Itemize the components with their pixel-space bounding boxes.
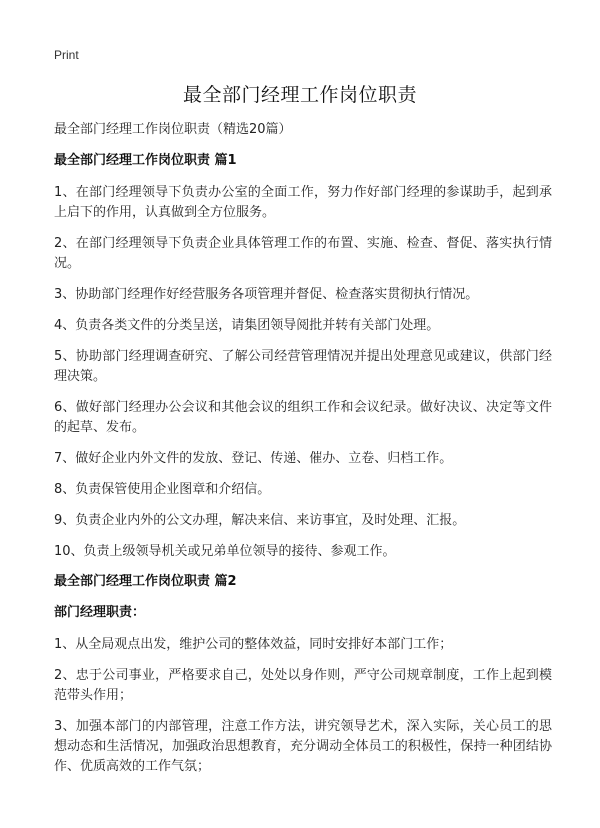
section-sub-heading: 部门经理职责：	[54, 605, 146, 620]
list-item: 8、负责保管使用企业图章和介绍信。	[54, 482, 271, 497]
list-item: 2、在部门经理领导下负责企业具体管理工作的布置、实施、检查、督促、落实执行情况。	[54, 236, 552, 271]
document-subtitle: 最全部门经理工作岗位职责（精选20篇）	[54, 122, 292, 137]
list-item: 3、协助部门经理作好经营服务各项管理并督促、检查落实贯彻执行情况。	[54, 287, 479, 302]
list-item: 5、协助部门经理调查研究、了解公司经营管理情况并提出处理意见或建议，供部门经理决策。	[54, 349, 552, 384]
list-item: 10、负责上级领导机关或兄弟单位领导的接待、参观工作。	[54, 544, 396, 559]
list-item: 3、加强本部门的内部管理，注意工作方法，讲究领导艺术，深入实际，关心员工的思想动态和生活情况，加强政治思想教育，充分调动全体员工的积极性，保持一种团结协作、优质高效的工作气氛；	[54, 719, 552, 774]
section-1-list	[54, 183, 552, 562]
document-body	[54, 121, 552, 788]
list-item: 7、做好企业内外文件的发放、登记、传递、催办、立卷、归档工作。	[54, 451, 453, 466]
page-title: 最全部门经理工作岗位职责	[182, 84, 417, 106]
list-item: 6、做好部门经理办公会议和其他会议的组织工作和会议纪录。做好决议、决定等文件的起草、发布。	[54, 400, 552, 435]
print-label: Print	[54, 48, 79, 62]
list-item: 2、忠于公司事业，严格要求自己，处处以身作则，严守公司规章制度，工作上起到模范带头作用；	[54, 668, 552, 703]
list-item: 9、负责企业内外的公文办理，解决来信、来访事宜，及时处理、汇报。	[54, 513, 466, 528]
list-item: 1、从全局观点出发，维护公司的整体效益，同时安排好本部门工作；	[54, 637, 453, 652]
list-item: 4、负责各类文件的分类呈送，请集团领导阅批并转有关部门处理。	[54, 318, 440, 333]
section-2-list	[54, 635, 552, 777]
list-item: 1、在部门经理领导下负责办公室的全面工作，努力作好部门经理的参谋助手，起到承上启下的作用，认真做到全方位服务。	[54, 185, 552, 220]
section-heading-1: 最全部门经理工作岗位职责 篇1	[54, 153, 237, 168]
section-heading-2: 最全部门经理工作岗位职责 篇2	[54, 574, 237, 589]
